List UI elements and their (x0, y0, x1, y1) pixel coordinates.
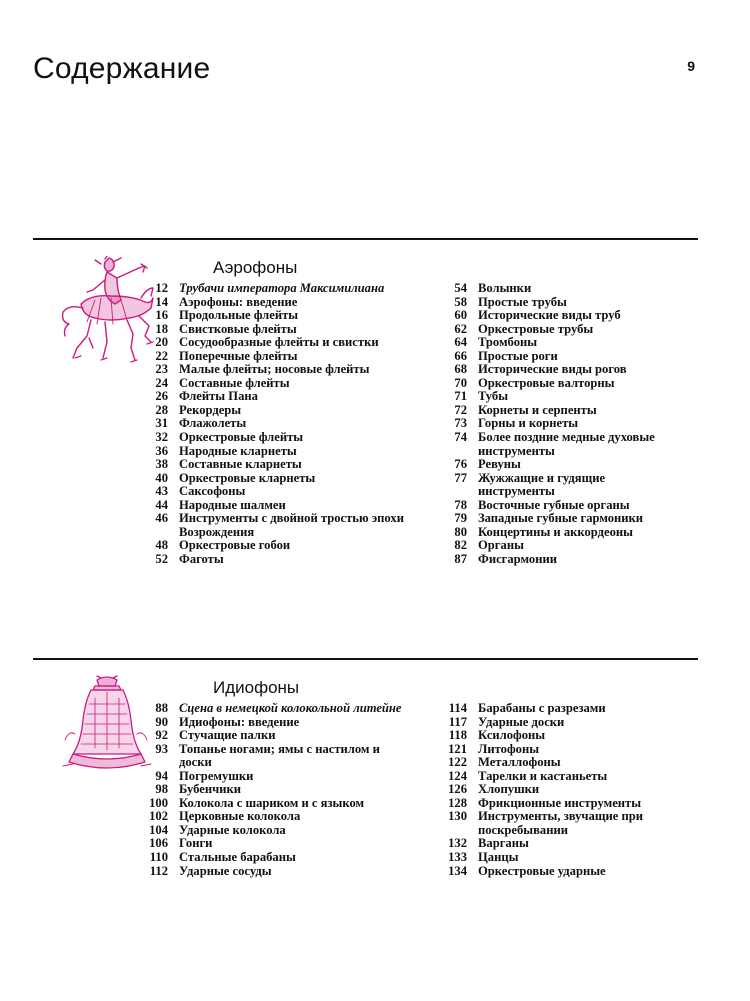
section-title: Идиофоны (213, 678, 300, 697)
toc-page-number: 23 (155, 362, 168, 377)
toc-entry-title: Инструменты с двойной тростью эпохи Возрождения (179, 511, 404, 539)
toc-entry[interactable] (138, 702, 410, 716)
toc-page-number: 121 (448, 741, 467, 756)
toc-entry-title: Оркестровые гобои (179, 538, 291, 553)
toc-entry-title: Малые флейты; носовые флейты (179, 362, 370, 377)
toc-entry-title: Топанье ногами; ямы с настилом и доски (179, 741, 380, 770)
toc-column-left (138, 282, 410, 566)
toc-page-number: 130 (448, 809, 467, 824)
toc-page-number: 62 (454, 321, 467, 336)
toc-page-number: 76 (454, 457, 467, 472)
toc-entry-title: Стальные барабаны (179, 850, 296, 865)
toc-entry[interactable] (138, 282, 410, 296)
toc-page-number: 18 (155, 321, 168, 336)
toc-entry-title: Ксилофоны (478, 728, 546, 743)
toc-entry-title: Сосудообразные флейты и свистки (179, 335, 379, 350)
toc-entry[interactable] (138, 837, 410, 851)
toc-entry[interactable] (437, 472, 677, 499)
toc-page-number: 132 (448, 836, 467, 851)
toc-entry-title: Гонги (179, 836, 213, 851)
toc-entry-title: Свистковые флейты (179, 321, 297, 336)
toc-entry-title: Корнеты и серпенты (478, 402, 597, 417)
toc-entry-title: Ударные колокола (179, 822, 286, 837)
toc-entry-title: Составные кларнеты (179, 457, 302, 472)
toc-page-number: 82 (454, 538, 467, 553)
toc-page-number: 68 (454, 362, 467, 377)
toc-entry-title: Фрикционные инструменты (478, 795, 642, 810)
toc-entry[interactable] (138, 458, 410, 472)
toc-page-number: 118 (448, 728, 467, 743)
toc-page-number: 94 (155, 768, 168, 783)
toc-entry-title: Ударные сосуды (179, 863, 272, 878)
toc-entry-title: Тромбоны (478, 335, 538, 350)
toc-page-number: 114 (448, 701, 467, 715)
toc-page-number: 128 (448, 795, 467, 810)
section-title: Аэрофоны (213, 258, 298, 277)
toc-entry[interactable] (437, 377, 677, 391)
toc-entry-title: Народные шалмеи (179, 497, 286, 512)
toc-page-number: 52 (155, 551, 168, 566)
toc-entry[interactable] (138, 296, 410, 310)
toc-entry-title: Тубы (478, 389, 509, 404)
toc-entry[interactable] (437, 837, 677, 851)
toc-page-number: 36 (155, 443, 168, 458)
section-divider (33, 238, 698, 240)
toc-entry-title: Трубачи императора Максимилиана (179, 281, 385, 295)
toc-entry[interactable] (437, 458, 677, 472)
toc-entry-title: Идиофоны: введение (179, 714, 300, 729)
toc-page-number: 74 (454, 430, 467, 445)
toc-page-number: 124 (448, 768, 467, 783)
toc-entry[interactable] (437, 729, 677, 743)
toc-entry[interactable] (437, 702, 677, 716)
toc-page-number: 20 (155, 335, 168, 350)
toc-page-number: 79 (454, 511, 467, 526)
toc-page-number: 133 (448, 850, 467, 865)
toc-entry[interactable] (138, 512, 410, 539)
toc-entry[interactable] (138, 539, 410, 553)
toc-entry[interactable] (437, 851, 677, 865)
page-number: 9 (687, 58, 695, 74)
toc-page-number: 126 (448, 782, 467, 797)
toc-entry[interactable] (437, 296, 677, 310)
toc-entry-title: Простые трубы (478, 294, 567, 309)
toc-page-number: 72 (454, 402, 467, 417)
toc-entry[interactable] (437, 390, 677, 404)
toc-entry[interactable] (437, 350, 677, 364)
toc-page-number: 104 (149, 822, 168, 837)
toc-entry-title: Металлофоны (478, 755, 561, 770)
toc-page-number: 46 (155, 511, 168, 526)
toc-entry[interactable] (138, 716, 410, 730)
toc-entry[interactable] (437, 309, 677, 323)
toc-entry-title: Ревуны (478, 457, 521, 472)
toc-entry-title: Инструменты, звучащие при поскребывании (478, 809, 643, 837)
toc-entry[interactable] (437, 431, 677, 458)
toc-entry[interactable] (138, 770, 410, 784)
toc-entry-title: Продольные флейты (179, 308, 299, 323)
toc-entry[interactable] (138, 363, 410, 377)
toc-entry[interactable] (437, 716, 677, 730)
toc-page-number: 44 (155, 497, 168, 512)
toc-entry-title: Погремушки (179, 768, 254, 783)
toc-entry[interactable] (437, 323, 677, 337)
toc-entry[interactable] (437, 865, 677, 879)
toc-page-number: 31 (155, 416, 168, 431)
toc-entry-title: Бубенчики (179, 782, 241, 797)
toc-entry[interactable] (138, 350, 410, 364)
toc-entry-title: Стучащие палки (179, 728, 276, 743)
toc-entry[interactable] (138, 309, 410, 323)
toc-entry-title: Колокола с шариком и с языком (179, 795, 365, 810)
toc-page-number: 100 (149, 795, 168, 810)
toc-entry[interactable] (437, 810, 677, 837)
toc-page-number: 32 (155, 430, 168, 445)
section-divider (33, 658, 698, 660)
toc-entry[interactable] (138, 810, 410, 824)
toc-entry-title: Органы (478, 538, 524, 553)
toc-page-number: 88 (155, 701, 168, 715)
toc-entry-title: Цанцы (478, 850, 519, 865)
toc-page-number: 80 (454, 524, 467, 539)
toc-entry-title: Рекордеры (179, 402, 242, 417)
toc-entry-title: Концертины и аккордеоны (478, 524, 633, 539)
toc-entry-title: Флажолеты (179, 416, 247, 431)
toc-entry-title: Простые роги (478, 348, 558, 363)
toc-entry[interactable] (138, 743, 410, 770)
toc-entry-title: Исторические виды рогов (478, 362, 627, 377)
toc-page-number: 87 (454, 551, 467, 566)
toc-entry-title: Исторические виды труб (478, 308, 621, 323)
toc-page-number: 102 (149, 809, 168, 824)
toc-page-number: 12 (155, 281, 168, 295)
toc-entry-title: Волынки (478, 281, 532, 295)
toc-entry-title: Оркестровые валторны (478, 375, 615, 390)
toc-page-number: 106 (149, 836, 168, 851)
toc-page-number: 78 (454, 497, 467, 512)
toc-page-number: 40 (155, 470, 168, 485)
toc-page-number: 77 (454, 470, 467, 485)
toc-page-number: 58 (454, 294, 467, 309)
toc-entry[interactable] (437, 282, 677, 296)
toc-page-number: 112 (149, 863, 168, 878)
toc-entry[interactable] (138, 485, 410, 499)
toc-entry-title: Составные флейты (179, 375, 290, 390)
toc-page-number: 93 (155, 741, 168, 756)
toc-page-number: 16 (155, 308, 168, 323)
toc-entry[interactable] (437, 797, 677, 811)
toc-entry-title: Более поздние медные духовые инструменты (478, 430, 655, 458)
toc-entry-title: Тарелки и кастаньеты (478, 768, 608, 783)
toc-entry-title: Сцена в немецкой колокольной литейне (179, 701, 402, 715)
toc-entry-title: Фисгармонии (478, 551, 557, 566)
toc-entry[interactable] (138, 783, 410, 797)
toc-entry[interactable] (437, 363, 677, 377)
toc-page-number: 117 (448, 714, 467, 729)
toc-column-left (138, 702, 410, 878)
toc-entry[interactable] (437, 526, 677, 540)
toc-entry[interactable] (138, 729, 410, 743)
toc-entry[interactable] (138, 865, 410, 879)
toc-entry-title: Саксофоны (179, 484, 246, 499)
toc-entry[interactable] (437, 417, 677, 431)
toc-page-number: 60 (454, 308, 467, 323)
toc-entry-title: Ударные доски (478, 714, 565, 729)
toc-page-number: 54 (454, 281, 467, 295)
toc-entry[interactable] (138, 445, 410, 459)
toc-page-number: 70 (454, 375, 467, 390)
toc-entry-title: Варганы (478, 836, 529, 851)
toc-page-number: 43 (155, 484, 168, 499)
toc-entry[interactable] (437, 336, 677, 350)
toc-entry-title: Восточные губные органы (478, 497, 630, 512)
toc-entry[interactable] (138, 390, 410, 404)
toc-entry-title: Аэрофоны: введение (179, 294, 298, 309)
toc-page-number: 64 (454, 335, 467, 350)
toc-column-right (437, 282, 677, 566)
toc-page-number: 98 (155, 782, 168, 797)
toc-entry[interactable] (138, 472, 410, 486)
toc-entry[interactable] (437, 770, 677, 784)
toc-page-number: 22 (155, 348, 168, 363)
toc-entry-title: Хлопушки (478, 782, 540, 797)
section-aerophones (33, 238, 698, 598)
toc-entry[interactable] (138, 431, 410, 445)
toc-page-number: 71 (454, 389, 467, 404)
toc-page-number: 73 (454, 416, 467, 431)
toc-entry[interactable] (437, 539, 677, 553)
toc-entry-title: Флейты Пана (179, 389, 258, 404)
toc-page-number: 122 (448, 755, 467, 770)
toc-page-number: 92 (155, 728, 168, 743)
toc-entry-title: Поперечные флейты (179, 348, 298, 363)
toc-entry[interactable] (437, 404, 677, 418)
toc-entry-title: Церковные колокола (179, 809, 301, 824)
toc-page-number: 110 (149, 850, 168, 865)
toc-entry-title: Западные губные гармоники (478, 511, 644, 526)
toc-entry-title: Жужжащие и гудящие инструменты (478, 470, 606, 499)
toc-page-number: 24 (155, 375, 168, 390)
toc-entry-title: Оркестровые ударные (478, 863, 606, 878)
page-title: Содержание (33, 52, 211, 85)
toc-entry[interactable] (138, 377, 410, 391)
toc-entry-title: Барабаны с разрезами (478, 701, 606, 715)
toc-entry-title: Литофоны (478, 741, 540, 756)
toc-entry-title: Фаготы (179, 551, 224, 566)
toc-page-number: 28 (155, 402, 168, 417)
section-idiophones (33, 658, 698, 918)
toc-entry[interactable] (437, 756, 677, 770)
toc-entry[interactable] (138, 499, 410, 513)
toc-entry[interactable] (437, 743, 677, 757)
toc-entry[interactable] (138, 851, 410, 865)
toc-entry-title: Оркестровые кларнеты (179, 470, 316, 485)
toc-page-number: 66 (454, 348, 467, 363)
toc-entry-title: Оркестровые трубы (478, 321, 594, 336)
toc-entry[interactable] (437, 783, 677, 797)
toc-page-number: 38 (155, 457, 168, 472)
toc-entry[interactable] (138, 553, 410, 567)
toc-page-number: 26 (155, 389, 168, 404)
toc-entry-title: Оркестровые флейты (179, 430, 304, 445)
toc-page-number: 14 (155, 294, 168, 309)
toc-entry[interactable] (138, 404, 410, 418)
toc-entry[interactable] (437, 553, 677, 567)
toc-column-right (437, 702, 677, 878)
toc-entry[interactable] (138, 323, 410, 337)
toc-page-number: 134 (448, 863, 467, 878)
toc-entry[interactable] (138, 336, 410, 350)
toc-entry[interactable] (437, 499, 677, 513)
toc-entry[interactable] (437, 512, 677, 526)
toc-entry[interactable] (138, 417, 410, 431)
toc-entry-title: Горны и корнеты (478, 416, 579, 431)
toc-entry[interactable] (138, 797, 410, 811)
toc-page-number: 90 (155, 714, 168, 729)
toc-entry-title: Народные кларнеты (179, 443, 297, 458)
toc-page-number: 48 (155, 538, 168, 553)
toc-entry[interactable] (138, 824, 410, 838)
